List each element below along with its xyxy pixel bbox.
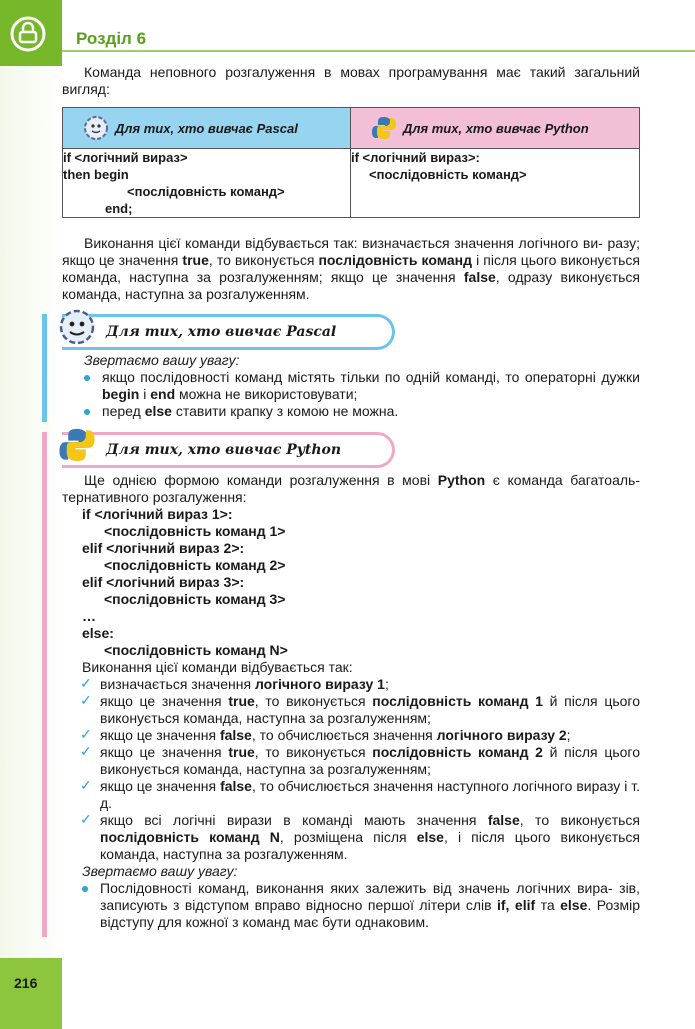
code-line: end; — [105, 201, 133, 216]
check-icon: ✓ — [80, 692, 92, 708]
execution-paragraph: Виконання цієї команди відбувається так: визначається значення логічного ви- разу; якщо це значення true, то виконується послідовність команд і після цього виконується команда, наступна за розгалуженням; якщо це значення false, одразу виконується команда, наступна за розгалуженням. — [62, 235, 641, 302]
code-line: else: — [82, 625, 114, 641]
list-item: Послідовності команд, виконання яких залежить від значень логічних вира- зів, записують з відступом вправо відносно першої літери слів if, elif та else. Розмір відступу для кожної з команд має бути однаковим. — [78, 880, 640, 931]
code-line: elif <логічний вираз 3>: — [82, 574, 245, 590]
syntax-table — [62, 107, 640, 218]
code-line: if <логічний вираз>: — [351, 150, 480, 165]
python-mascot-icon — [58, 426, 96, 464]
pascal-header-text: Для тих, хто вивчає Pascal — [115, 120, 298, 136]
check-item: ✓ якщо це значення true, то виконується послідовність команд 1 й після цього виконується команда, наступна за розгалуженням; — [80, 692, 640, 726]
header-divider — [62, 50, 695, 52]
code-line: if <логічний вираз 1>: — [82, 506, 233, 522]
pascal-column-header — [63, 108, 351, 149]
code-line: elif <логічний вираз 2>: — [82, 540, 245, 556]
check-item: ✓ якщо це значення true, то виконується послідовність команд 2 й після цього виконується команда, наступна за розгалуженням; — [80, 743, 640, 777]
list-item: якщо послідовності команд містять тільки по одній команді, то операторні дужки begin і end можна не використовувати; — [80, 369, 640, 403]
python-column-header — [351, 108, 640, 149]
code-line: <послідовність команд 1> — [104, 523, 286, 539]
code-line: <послідовність команд> — [369, 167, 527, 182]
section-title: Розділ 6 — [76, 29, 147, 48]
intro-paragraph: Команда неповного розгалуження в мовах програмування має такий загальний вигляд: — [62, 64, 640, 97]
code-line: <послідовність команд N> — [104, 642, 288, 658]
python-banner-text: Для тих, хто вивчає Python — [106, 442, 342, 458]
code-line: … — [82, 608, 96, 624]
code-line: then begin — [63, 167, 129, 182]
pascal-mascot-icon — [58, 308, 96, 346]
code-line: <послідовність команд 2> — [104, 557, 286, 573]
code-line: <послідовність команд 3> — [104, 591, 286, 607]
python-code-cell — [351, 149, 640, 218]
pascal-code-cell — [63, 149, 351, 218]
list-item: перед else ставити крапку з комою не можна. — [80, 403, 640, 420]
python-note-bar — [42, 432, 47, 937]
pascal-logo-icon — [83, 115, 109, 141]
pascal-note-body — [84, 352, 640, 420]
pascal-note-bar — [42, 314, 47, 422]
attention-label: Звертаємо вашу увагу: — [84, 352, 240, 368]
pascal-banner-text: Для тих, хто вивчає Pascal — [106, 324, 337, 340]
pascal-banner — [62, 314, 395, 350]
python-logo-icon — [371, 115, 397, 141]
chapter-icon — [10, 16, 46, 52]
check-item: ✓ визначається значення логічного виразу 1; — [80, 675, 389, 692]
check-icon: ✓ — [80, 726, 92, 742]
exec-intro: Виконання цієї команди відбувається так: — [82, 659, 353, 675]
check-item: ✓ якщо всі логічні вирази в команді мають значення false, то виконується послідовність команд N, розміщена після else, і після цього виконується команда, наступна за розгалуженням. — [80, 811, 640, 862]
python-execution — [82, 659, 640, 931]
left-margin-strip — [0, 0, 62, 1029]
code-line: if <логічний вираз> — [63, 150, 188, 165]
code-line: <послідовність команд> — [127, 184, 285, 199]
python-banner — [62, 432, 395, 468]
chapter-tab — [0, 0, 62, 66]
check-item: ✓ якщо це значення false, то обчислюється значення наступного логічного виразу і т. д. — [80, 777, 640, 811]
page-number-tab — [0, 958, 62, 1029]
check-icon: ✓ — [80, 777, 92, 793]
attention-label: Звертаємо вашу увагу: — [82, 863, 238, 879]
check-icon: ✓ — [80, 811, 92, 827]
python-header-text: Для тих, хто вивчає Python — [403, 120, 589, 136]
check-icon: ✓ — [80, 743, 92, 759]
check-icon: ✓ — [80, 675, 92, 691]
check-item: ✓ якщо це значення false, то обчислюється значення логічного виразу 2; — [80, 726, 571, 743]
page-number: 216 — [14, 975, 38, 991]
python-intro: Ще однією формою команди розгалуження в мові Python є команда багатоаль- тернативного розгалуження: — [62, 472, 640, 505]
python-code-block — [82, 506, 288, 659]
